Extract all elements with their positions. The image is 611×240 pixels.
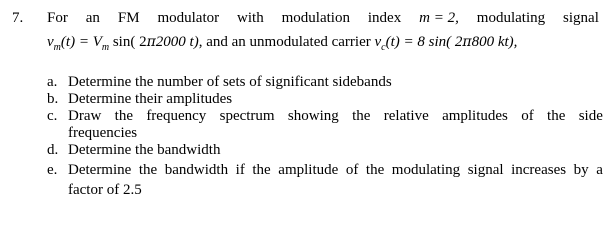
stem-word: an	[85, 10, 100, 26]
stem-word: For	[47, 10, 68, 26]
stem-word: signal	[563, 10, 599, 26]
item-letter: a.	[47, 74, 58, 90]
item-text	[68, 162, 603, 199]
stem-connector-text: , and an unmodulated carrier	[198, 34, 375, 50]
item-text: Determine their amplitudes	[68, 91, 233, 107]
question-number: 7.	[12, 10, 24, 26]
question-stem-line2	[47, 34, 517, 56]
item-letter: c.	[47, 108, 58, 124]
item-letter: b.	[47, 91, 59, 107]
stem-word: with	[237, 10, 264, 26]
stem-word: modulation	[281, 10, 350, 26]
stem-word: index	[367, 10, 402, 26]
stem-word: modulating	[476, 10, 546, 26]
item-text-line1: Draw the frequency spectrum showing the relative amplitudes of the side	[68, 108, 603, 124]
stem-word: modulator	[157, 10, 220, 26]
item-text: Determine the number of sets of significant sidebands	[68, 74, 392, 90]
stem-word: FM	[117, 10, 140, 26]
pi-symbol: π	[462, 34, 472, 50]
question-stem-line1	[47, 10, 599, 27]
item-letter: d.	[47, 142, 59, 158]
item-text-line2: frequencies	[68, 125, 138, 141]
item-text: Determine the bandwidth	[68, 142, 221, 158]
carrier-equation: $v_c(t) = 8$ sin( 2π800 kt),	[374, 34, 518, 53]
item-text-line2: factor of 2.5	[68, 182, 142, 198]
item-text	[68, 108, 603, 142]
modulating-signal-equation: $v_m(t) = V_m$ sin( 2π2000 t)	[47, 34, 199, 53]
item-text-line1: Determine the bandwidth if the amplitude of the modulating signal increases by a	[68, 162, 603, 178]
item-letter: e.	[47, 162, 58, 178]
modulation-index-value: m = 2,	[419, 10, 459, 26]
